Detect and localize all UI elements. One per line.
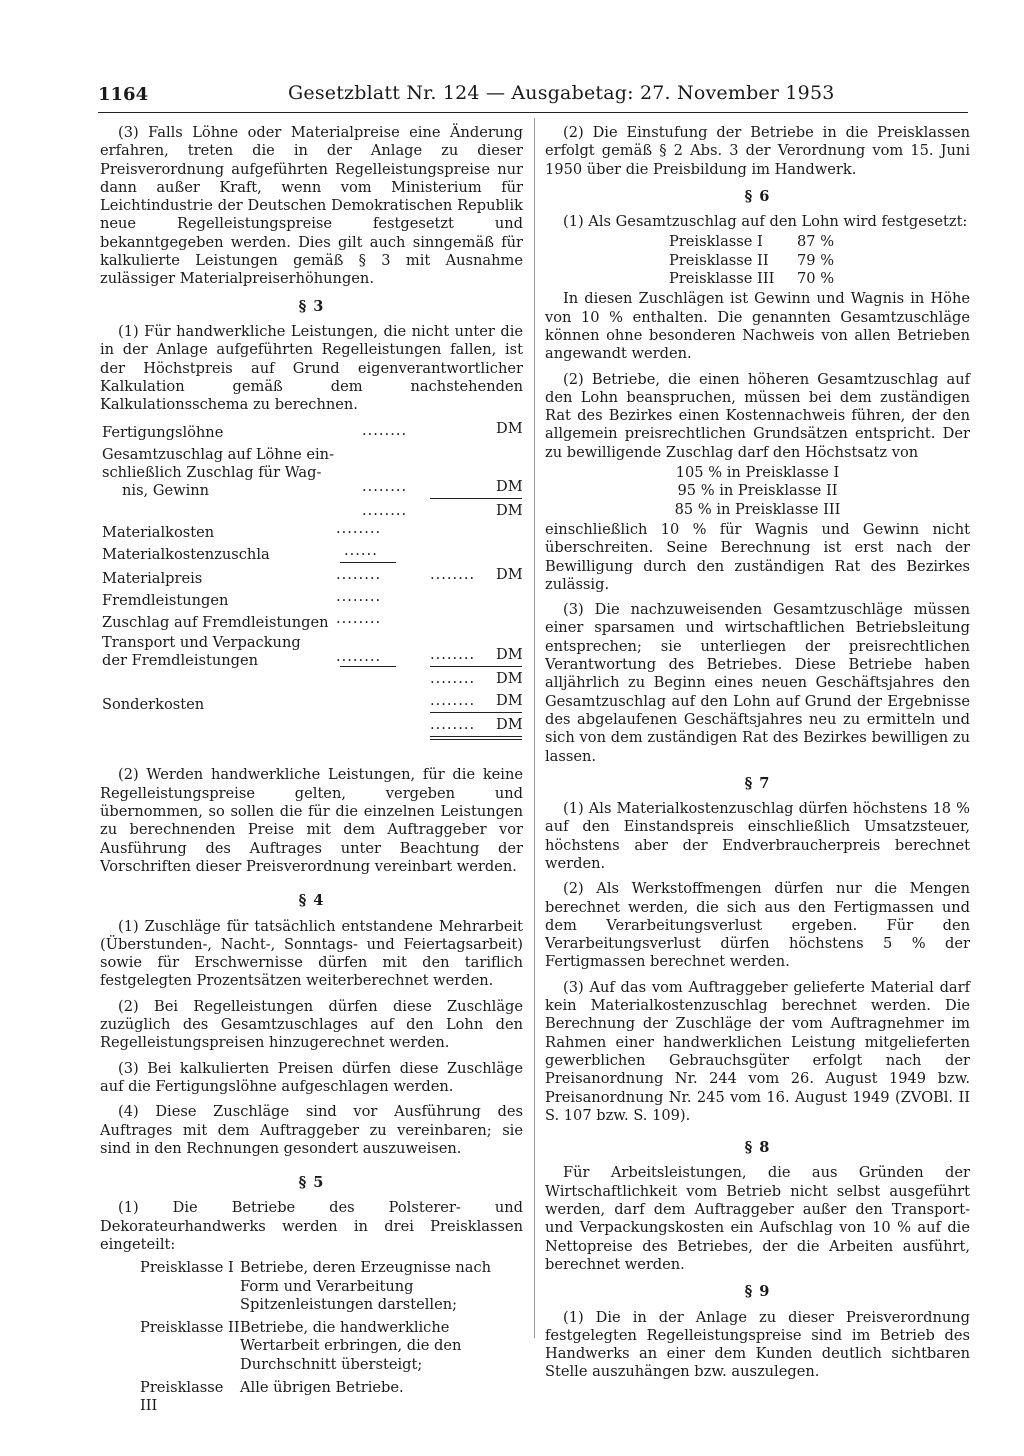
schema-label: Materialkostenzuschla bbox=[102, 546, 270, 564]
column-divider bbox=[534, 118, 535, 1338]
sum-line bbox=[430, 712, 522, 713]
paragraph: (4) Diese Zuschläge sind vor Ausführung des Auftrages mit dem Auftraggeber zu vereinbaren; sie sind in den Rechnungen gesondert auszuweisen. bbox=[100, 1103, 523, 1157]
schema-dm: DM bbox=[496, 716, 523, 734]
list-item: 85 % in Preisklasse III bbox=[674, 500, 841, 518]
schema-dots: ........ bbox=[336, 588, 382, 606]
table-cell: Preisklasse III bbox=[669, 270, 775, 288]
schema-dots: ...... bbox=[344, 542, 378, 560]
schema-label: der Fremdleistungen bbox=[102, 652, 259, 670]
schema-dots: ........ bbox=[362, 502, 408, 520]
paragraph: (2) Bei Regelleistungen dürfen diese Zuschläge zuzüglich des Gesamtzuschlages auf den Lohn den Regelleistungspreisen hinzugerechnet werden. bbox=[100, 997, 523, 1052]
paragraph: (2) Als Werkstoffmengen dürfen nur die Mengen berechnet werden, die sich aus den Fertigmassen und dem Verarbeitungsverlust ergeben. Für den Verarbeitungsverlust dürfen höchstens 5 % der Fertigmassen berechnet werden. bbox=[545, 880, 970, 971]
sum-line bbox=[430, 498, 522, 499]
section-heading: § 9 bbox=[744, 1283, 771, 1301]
schema-label: Zuschlag auf Fremdleistungen bbox=[102, 614, 329, 632]
schema-dots: ........ bbox=[430, 566, 476, 584]
paragraph: (3) Auf das vom Auftraggeber gelieferte Material darf kein Materialkostenzuschlag berechnet werden. Die Berechnung der Zuschläge der vom Auftragnehmer im Rahmen einer handwerklichen Leistung mitgelieferten gewerblichen Gebrauchsgüter erfolgt nach der Preisanordnung Nr. 244 vom 26. August 1949 bzw. Preisanordnung Nr. 245 vom 16. August 1949 (ZVOBl. II S. 107 bzw. S. 109). bbox=[545, 978, 970, 1124]
table-cell: Preisklasse II bbox=[669, 251, 769, 269]
schema-label: Materialkosten bbox=[102, 524, 215, 542]
schema-label: Sonderkosten bbox=[102, 696, 205, 714]
schema-label: nis, Gewinn bbox=[122, 482, 210, 500]
schema-dots: ........ bbox=[430, 646, 476, 664]
schema-label: Gesamtzuschlag auf Löhne ein- bbox=[102, 446, 335, 464]
paragraph: (2) Betriebe, die einen höheren Gesamtzuschlag auf den Lohn beanspruchen, müssen bei dem zuständigen Rat des Bezirkes einen Kostennachweis führen, der den allgemein preisrechtlichen Grundsätzen entspricht. Der zu bewilligende Zuschlag darf den Höchstsatz von bbox=[545, 370, 970, 461]
paragraph: (1) Als Materialkostenzuschlag dürfen höchstens 18 % auf den Einstandspreis einschließlich Umsatzsteuer, höchstens aber der Endverbraucherpreis berechnet werden. bbox=[545, 800, 970, 872]
schema-dots: ........ bbox=[362, 478, 408, 496]
paragraph: einschließlich 10 % für Wagnis und Gewinn nicht überschreiten. Seine Berechnung ist erst nach der Bewilligung durch den zuständigen Rat des Bezirkes zulässig. bbox=[545, 520, 970, 593]
schema-dm: DM bbox=[496, 502, 523, 520]
section-heading: § 7 bbox=[744, 774, 771, 792]
paragraph: (3) Die nachzuweisenden Gesamtzuschläge müssen einer sparsamen und wirtschaftlichen Betriebsleitung entsprechen; sie unterliegen der preisrechtlichen Verantwortung des Betriebes. Diese Betriebe haben alljährlich zu Beginn eines neuen Geschäftsjahres den Gesamtzuschlag auf den Lohn auf Grund der Ergebnisse des abgelaufenen Geschäftsjahres neu zu ermitteln und sich von dem zuständigen Rat des Bezirkes bewilligen zu lassen. bbox=[545, 601, 970, 765]
table-cell: 79 % bbox=[797, 251, 835, 269]
schema-dots: ........ bbox=[336, 610, 382, 628]
preisklassen-list bbox=[100, 1259, 523, 1415]
list-item bbox=[100, 1319, 523, 1374]
section-heading: § 5 bbox=[298, 1174, 325, 1192]
paragraph: In diesen Zuschlägen ist Gewinn und Wagnis in Höhe von 10 % enthalten. Die genannten Gesamtzuschläge können ohne besonderen Nachweis von allen Betrieben angewandt werden. bbox=[545, 290, 970, 363]
list-item: 105 % in Preisklasse I bbox=[675, 464, 840, 482]
schema-dots: ........ bbox=[336, 566, 382, 584]
table-row bbox=[545, 270, 970, 288]
zuschlag-table bbox=[545, 233, 970, 288]
schema-dots: ........ bbox=[430, 716, 476, 734]
schema-label: Materialpreis bbox=[102, 570, 203, 588]
paragraph: (3) Bei kalkulierten Preisen dürfen diese Zuschläge auf die Fertigungslöhne aufgeschlagen werden. bbox=[100, 1059, 523, 1095]
schema-label: Fertigungslöhne bbox=[102, 424, 224, 442]
table-row bbox=[545, 252, 970, 270]
schema-label: schließlich Zuschlag für Wag- bbox=[102, 464, 322, 482]
sum-line bbox=[430, 666, 522, 667]
schema-dm: DM bbox=[496, 646, 523, 664]
left-column bbox=[100, 124, 523, 1416]
paragraph: (1) Die in der Anlage zu dieser Preisverordnung festgelegten Regelleistungspreise sind im Betrieb des Handwerks an einer dem Kunden deutlich sichtbaren Stelle auszuhängen bzw. auszulegen. bbox=[545, 1308, 970, 1381]
gazette-title: Gesetzblatt Nr. 124 — Ausgabetag: 27. November 1953 bbox=[288, 82, 835, 104]
preisklasse-name: Preisklasse III bbox=[140, 1379, 224, 1415]
schema-label: Transport und Verpackung bbox=[102, 634, 301, 652]
preisklasse-name: Preisklasse I bbox=[140, 1259, 234, 1277]
page-number: 1164 bbox=[98, 84, 149, 105]
section-heading: § 4 bbox=[298, 892, 325, 910]
table-cell: Preisklasse I bbox=[669, 233, 763, 251]
calculation-schema bbox=[100, 420, 523, 766]
table-row bbox=[545, 233, 970, 251]
paragraph: (2) Die Einstufung der Betriebe in die Preisklassen erfolgt gemäß § 2 Abs. 3 der Verordnung vom 15. Juni 1950 über die Preisbildung im Handwerk. bbox=[545, 124, 970, 178]
schema-dots: ........ bbox=[336, 520, 382, 538]
list-item: 95 % in Preisklasse II bbox=[677, 482, 838, 500]
section-heading: § 3 bbox=[298, 297, 325, 315]
preisklasse-desc: Alle übrigen Betriebe. bbox=[240, 1379, 404, 1397]
total-line bbox=[430, 736, 522, 737]
section-heading: § 8 bbox=[744, 1139, 771, 1157]
schema-dm: DM bbox=[496, 566, 523, 584]
schema-dm: DM bbox=[496, 420, 523, 438]
page-header bbox=[98, 82, 968, 113]
paragraph: (1) Für handwerkliche Leistungen, die nicht unter die in der Anlage aufgeführten Regelleistungen fallen, ist der Höchstpreis auf Grund eigenverantwortlicher Kalkulation gemäß dem nachstehenden Kalkulationsschema zu berechnen. bbox=[100, 322, 523, 414]
schema-dm: DM bbox=[496, 478, 523, 496]
paragraph: (1) Die Betriebe des Polsterer- und Dekorateurhandwerks werden in drei Preisklassen eingeteilt: bbox=[100, 1199, 523, 1253]
section-heading: § 6 bbox=[744, 187, 771, 205]
sum-line bbox=[340, 562, 396, 563]
schema-dots: ........ bbox=[430, 692, 476, 710]
list-item bbox=[100, 1379, 523, 1416]
preisklasse-desc: Betriebe, deren Erzeugnisse nach Form und Verarbeitung Spitzenleistungen darstellen; bbox=[240, 1259, 492, 1313]
schema-dots: ........ bbox=[336, 648, 382, 666]
schema-dots: ........ bbox=[430, 670, 476, 688]
schema-dm: DM bbox=[496, 692, 523, 710]
right-column bbox=[545, 124, 970, 1382]
preisklasse-name: Preisklasse II bbox=[140, 1319, 240, 1337]
table-cell: 70 % bbox=[797, 270, 835, 288]
paragraph: (1) Zuschläge für tatsächlich entstandene Mehrarbeit (Überstunden-, Nacht-, Sonntags- und Feiertagsarbeit) sowie für Erschwernisse dürfen mit den tariflich festgelegten Prozentsätzen weiterberechnet werden. bbox=[100, 917, 523, 990]
table-cell: 87 % bbox=[797, 233, 835, 251]
schema-dm: DM bbox=[496, 670, 523, 688]
total-line bbox=[430, 739, 522, 740]
hoechstsatz-list bbox=[545, 464, 970, 519]
paragraph: Für Arbeitsleistungen, die aus Gründen der Wirtschaftlichkeit vom Betrieb nicht selbst ausgeführt werden, darf dem Auftraggeber außer den Transport- und Verpackungskosten ein Aufschlag von 10 % auf die Nettopreise des Betriebes, der die Arbeiten ausführt, berechnet werden. bbox=[545, 1164, 970, 1273]
paragraph: (3) Falls Löhne oder Materialpreise eine Änderung erfahren, treten die in der Anlage zu dieser Preisverordnung aufgeführten Regelleistungspreise nur dann außer Kraft, wenn vom Ministerium für Leichtindustrie der Deutschen Demokratischen Republik neue Regelleistungspreise festgesetzt und bekanntgegeben werden. Dies gilt auch sinngemäß für kalkulierte Leistungen gemäß § 3 mit Ausnahme zulässiger Materialpreiserhöhungen. bbox=[100, 124, 523, 288]
schema-dots: ........ bbox=[362, 422, 408, 440]
schema-label: Fremdleistungen bbox=[102, 592, 229, 610]
paragraph: (2) Werden handwerkliche Leistungen, für die keine Regelleistungspreise gelten, vergeben und übernommen, so sollen die für die einzelnen Leistungen zu berechnenden Preise mit dem Auftraggeber vor Ausführung des Auftrages unter Beachtung der Vorschriften dieser Preisverordnung vereinbart werden. bbox=[100, 766, 523, 875]
sum-line bbox=[340, 666, 396, 667]
preisklasse-desc: Betriebe, die handwerkliche Wertarbeit erbringen, die den Durchschnitt übersteigt; bbox=[240, 1319, 462, 1373]
paragraph: (1) Als Gesamtzuschlag auf den Lohn wird festgesetzt: bbox=[563, 213, 968, 231]
list-item bbox=[100, 1259, 523, 1314]
